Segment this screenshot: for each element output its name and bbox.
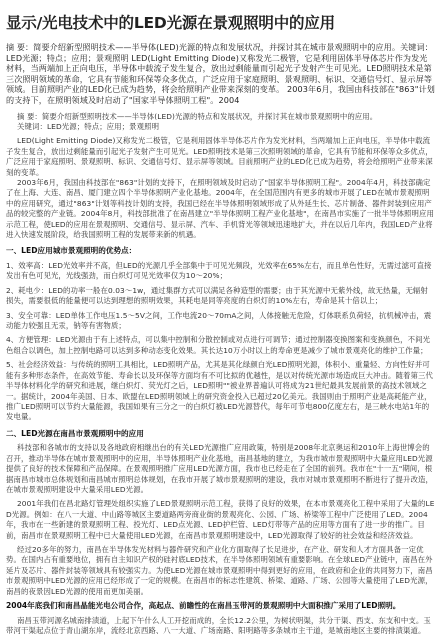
page-title: 显示/光电技术中的LED光源在景观照明中的应用: [6, 14, 335, 32]
intro-paragraph-1: LED(Light Emitting Diode)又称发光二极管，它是利用固体半导体芯片作为发光材料，当两端加上正向电压，半导体中载流子发生复合，放出过剩能量而引起光子发射产生可见光。LED照明技术是第三次照明领域的革命，它具有节能和环保等众多优点，广泛应用于家庭照明、景观照明、标识、交通信号灯、显示屏等领域。目前照明产业的LED化已成为趋势，将会给照明产业带来深刻的变革。: [6, 136, 433, 177]
advantage-point-1: 1、效率高：LED光效率并不高，但LED的光源几乎全部集中于可见光频段，光效率在65%左右，而且单色性好，无需过滤可直接发出有色可见光，光线强劲，而白炽灯可见光效率仅为10～20%；: [6, 261, 432, 281]
section2-highlight: 2004年底我们和南昌晶能光电公司合作，高起点、前瞻性的在南昌玉带河的景观照明中大面积推广采用了LED照明。: [6, 601, 401, 610]
advantage-point-4: 4、方便管理：LED光源由于有上述特点，可以集中控制和分散控制或对点进行可调节；通过控制器变换图案和变换颜色，不间光色组合以调色，加上控制电路可以达到多种动态变化效果。其长达10万小时以上的寿命更是减少了城市景观亮化的维护工作量；: [6, 335, 431, 355]
section2-paragraph-1: 科技部和各城市的支持以及各地政府相继出台的有关LED光源推广应用政策，特别是2008年北京奥运和2010年上海世博会的召开，推动半导体在城市景观照明中的应用，半导体照明产业化基地，南昌基地的建立，为我市城市景观照明中大量应用LED光源提供了良好的技术保障和产品保障。在景观照明推广应用LED光源方面，我市也已经走在了全国的前列。我市在"十一五"期间，根据南昌市城市总体规划和南昌城市照明总体规划，在我市开展了城市景观照明的建设，我市对城市景观照明不断进行了提升改造，在城市景观照明建设中大量采用LED光源。: [6, 443, 433, 494]
advantage-point-3: 3、安全可靠：LED单体工作电压1.5～5V之间，工作电流20～70mA之间，人体接触无危险，灯体联系负荷轻，抗机械冲击，震动能力较强且无汞，钠等有害物质；: [6, 310, 432, 331]
article-body: [6, 42, 435, 635]
keywords: 关键词：LED光源；特点；应用；景观照明: [17, 121, 160, 131]
intro-paragraph-2: 2003年6月，我国由科技部在"863"计划的支持下，在照明领域及时启动了"国家半导体照明工程"。2004年4月，科技部确定了在上海、大连、南昌、厦门建立四个半导体照明产业化基地。2004年，在全国范围内有更多的城市开展了LED在城市景观照明中的应用研究，通过"863"计划等科技计划的支持，我国已经在半导体照明领域形成了从外延生长、芯片制备、器件封装到应用产品的较完整的产业链。2004年8月，科技部批准了在南昌建立"半导体照明工程产业化基地"，在南昌市实施了一批半导体照明应用示范工程，使LED的应用在景观照明、交通信号、显示屏、汽车、手机背光等领域迅速地扩大，并在以后几年内，我国LED产业将进入快速发展阶段，给我国照明工程的发展带来新的机遇。: [6, 178, 435, 240]
section-heading-2: 二、LED光源在南昌市景观照明中的应用: [6, 428, 144, 438]
section2-paragraph-2: 2001年我们在昌北路灯管理处组织实施了LED景观照明示范工程，获得了良好的效果，在本市景观亮化工程中采用了大量的LED光源。例如：在八一大道、中山路等城区主要道路两旁商业街的景观亮化、公园、广场、桥梁等工程中广泛使用了LED。2004年，我市在一些新建的景观照明工程、投光灯、LED点光源、LED护栏管、LED灯带等产品的应用等方面有了进一步的推广。目前，南昌市在景观照明工程中已大量使用LED光源，在南昌市景观照明建设中，LED光源取得了较好的社会效益和经济效益。: [6, 499, 435, 540]
section2-paragraph-5: 南昌玉带河源名城南排渍道，上起下午什么人工开挖而成的，全长12.2公里，为树状明渠，共分干渠、西支、东支和中支。玉带河干渠起点位于青山湖东岸，流经北京西路、八一大道、广场南路、阳明路等多条城市主干道，是城南地区主要的排渍渠道。: [6, 615, 431, 635]
abstract-paragraph: 摘 要：简要介绍新型照明技术——半导体(LED)光源的特点和发展状况，并探讨其在城市景观照明中的应用。关键词：LED光源；特点；应用；景观照明 LED(Light Emitting Diode)又称发光二极管，它是利用固体半导体芯片作为发光材料，当两端加上正向电压，半导体中载流子发生复合，放出过剩能量而引起光子发射产生可见光。LED照明技术是第三次照明领域的革命，它具有节能和环保等众多优点，广泛应用于家庭照明、景观照明、标识、交通信号灯、显示屏等领域。目前照明产业的LED化已成为趋势，将会给照明产业带来深刻的变革。 2003年6月，我国由科技部在"863"计划的支持下，在照明领域及时启动了"国家半导体照明工程"。2004: [6, 42, 435, 105]
section-heading-1: 一、LED应用城市景观照明的优势点：: [6, 246, 137, 256]
section2-paragraph-3: 经过20多年的努力，南昌在半导体发光材料与器件研究和产业化方面取得了长足进步，在产业、研发和人才方面具备一定优势。在国内占有重要地位，拥有自主知识产权的硅衬底LED技术，在半导体照明领域有重要影响。在全球LED产业链中，南昌在外延片及芯片、器件封装等领域具有较强实力。为使LED光源在城市景观照明中得到更好的应用，在政府和企业的共同努力下，南昌市景观照明中LED光源的应用已经形成了一定的规模。在南昌市的标志性建筑、桥梁、道路、广场、公园等大量使用了LED光源，南昌的夜景因LED光源的使用而更加美丽。: [6, 544, 433, 596]
advantage-point-5: 5、社会经济效益：与传统的照明工具相比，LED照明产品，尤其是其化绿颜白光LED照明光源，体积小、重量轻、方向性好并可能有多种形态条件，在高效节能、寿命长以及环保等方面均有不可比拟的优越性，是以对传统光源市场造成巨大冲击。随着第三代半导体材料化学的研究和进展，继白炽灯、荧光灯之后，LED照明""被业界普遍认可将成为21世纪最具发展前景的高技术领域之一。据统计，2004年美国、日本、欧盟在LED照明领域上的研究资金投入已超过20亿美元。我国则由于照明产业是高耗能产业，推广LED照明可以节约大量能源，我国如果有三分之一的白炽灯被LED光源替代，每年可节电800亿度左右，是三峡水电站1年的发电量。: [6, 360, 433, 422]
abstract-repeat: 摘 要：简要介绍新型照明技术——半导体(LED)光源的特点和发展状况，并探讨其在城市景观照明中的应用。: [17, 111, 378, 121]
advantage-point-2: 2、耗电少：LED的功率一般在0.03～1w，通过集群方式可以满足各种造型的需要；由于其光源中无紫外线，故无热量，无辐射损失，需要很低的能量便可以达到理想的照明效果，其耗电是同等亮度的白炽灯的10%左右，寿命是其十倍以上；: [6, 285, 428, 306]
